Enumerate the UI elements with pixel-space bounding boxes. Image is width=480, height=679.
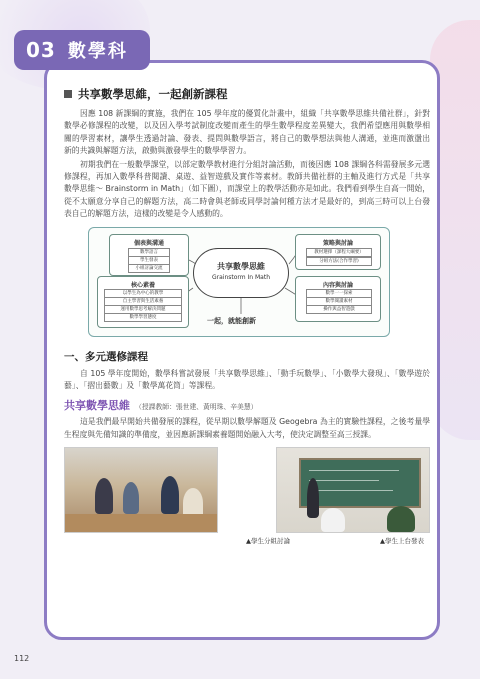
section1-heading	[64, 86, 430, 102]
bullet-square-icon	[64, 90, 72, 98]
mindmap-diagram	[88, 227, 390, 337]
page-number: 112	[14, 654, 30, 663]
subsection-paragraph: 這是我們最早開始共備發展的課程，從早期以數學解題及 Geogebra 為主的實驗性課程，之後考量學生程度與先備知識的準備度，並因應新課綱素養題開始融入大考，使決定調整至高三授課。	[64, 417, 430, 439]
photo1-caption: ▲學生分組討論	[246, 537, 290, 546]
photo-captions	[64, 536, 430, 545]
section1-heading-text: 共享數學思維，一起創新課程	[78, 87, 228, 101]
photo2-caption: ▲學生上台發表	[380, 537, 424, 546]
center-bottom-text: 一起，就能創新	[207, 316, 256, 325]
classroom-discussion-photo	[64, 447, 218, 533]
box-strategy: 策略與討論 教材選擇（課程大綱要） 分組方法(合作學習)	[295, 234, 381, 270]
main-content	[64, 82, 430, 545]
section2-paragraph: 自 105 學年度開始，數學科嘗試發展「共享數學思維」、「動手玩數學」、「小數學大發現」、「數學遊於藝」、「摺出藝數」及「數學萬花筒」等課程。	[64, 368, 430, 391]
subsection-title: 共享數學思維	[64, 399, 130, 413]
center-bubble: 共享數學思維 Grainstorm In Math	[193, 248, 289, 298]
student-presentation-photo	[276, 447, 430, 533]
photo-row	[64, 447, 430, 533]
chapter-number: 03	[26, 38, 56, 62]
section2-heading	[64, 349, 430, 364]
subsection-teachers: （授課教師：張世建、黃明珠、辛美慧）	[135, 403, 258, 412]
chapter-title: 數學科	[67, 41, 128, 62]
chapter-header	[14, 30, 150, 70]
section2-heading-text: 一、多元選修課程	[64, 350, 148, 363]
box-competency: 核心素養 以學生為中心的教學 自主學習與生活素養 運用數學思考解決問題 數學學習態度	[97, 276, 189, 328]
box-expression: 個表與溝通 數學語言 學生發表 小組討論交流	[109, 234, 189, 276]
box-content: 內容與討論 數學一一探索 數學閱讀素材 操作與益智遊戲	[295, 276, 381, 322]
subsection-heading	[64, 394, 430, 413]
section1-paragraph-1: 因應 108 新課綱的實施，我們在 105 學年度的優質化計畫中，組織「共享數學思維共備社群」，針對數學必修課程的改變，以及因入學考試制度改變而產生的學生數學程度差異變大，我們希望應用與數學相關的學習素材，讓學生透過討論、發表、提問與數學語言，將自己的數學想法與他人溝通，並進而激盪出新的共識與解題方法，啟動與激發學生的數學學習力。	[64, 109, 430, 156]
section1-paragraph-2: 初期我們在一般數學課堂，以部定數學教材進行分組討論活動，而後因應 108 課綱各科需發展多元選修課程，再加入數學科普閱讀、桌遊、益智遊戲及實作等素材。教師共備社群的主軸及進行方式是「共享數學思維～ Brainstorm in Math」（如下圖），而課堂上的教學活動亦是如此。我們看到學生自高一開始，從不太願意分享自己的解題方法，高二時會與老師或同學討論何種方法才是最好的，到高三時可以上台發表自己的解題方法，這樣的改變是令人感動的。	[64, 159, 430, 219]
